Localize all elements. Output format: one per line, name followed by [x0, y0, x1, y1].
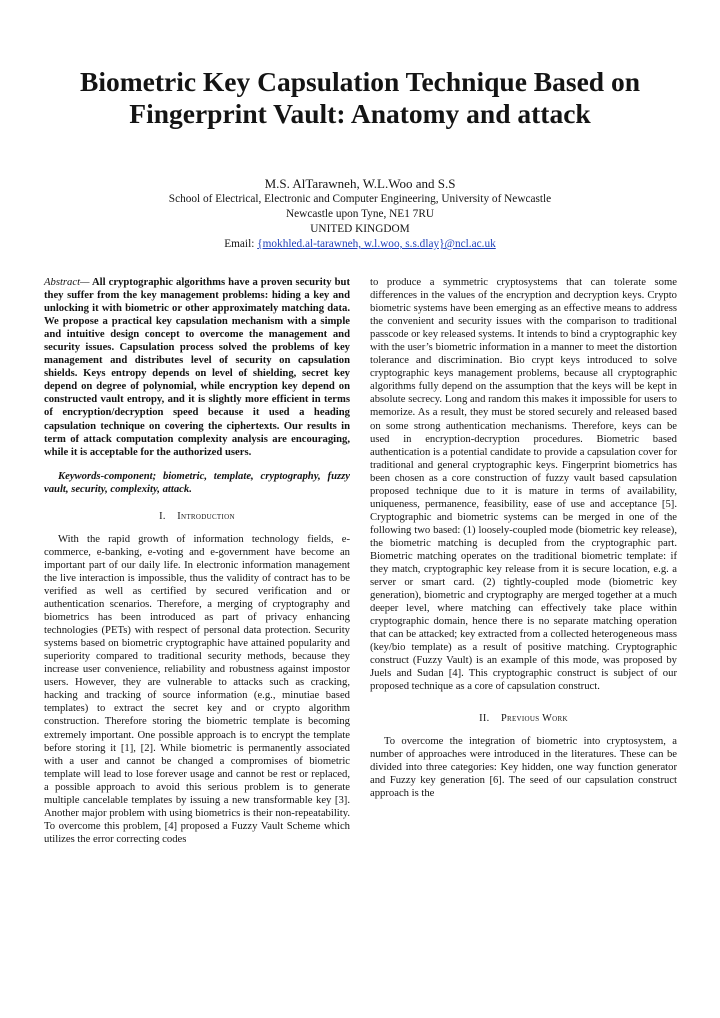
- author-list: M.S. AlTarawneh, W.L.Woo and S.S: [264, 176, 456, 191]
- introduction-continuation: to produce a symmetric cryptosystems that can tolerate some differences in the values of the encryption and decryption keys. Crypto biometric systems have been emerging as an effective means to address the convenient and security issues with the comparison to traditional passcode or key released systems. It intends to bind a cryptographic key with the user’s biometric information in a manner to meet the distortion tolerance and discrimination. Bio crypt keys introduced to solve cryptographic keys management problems, because all cryptographic algorithms fully depend on the assumption that the keys will be kept in absolute secrecy. Long and random this makes it impossible for users to memorize. As a result, they must be stored securely and released based on some strong authentication mechanisms. Therefore, keys can be used in encryption-decryption procedures. Biometric based authentication is a potential candidate to provide a capsulation cover for traditional and general cryptographic keys. Fingerprint biometrics has been chosen as a core construction of fuzzy vault based capsulation proposed technique due to it is mature in terms of availability, uniqueness, permanence, feasibility, ease of use and acceptance [5]. Cryptographic and biometric systems can be merged in one of the following two based: (1) loosely-coupled mode (biometric key release), the biometric matching is decupled from the cryptographic part. Biometric matching operates on the traditional biometric template: if they match, cryptographic key release from it is secure location, e.g. a server or smart card. (2) tightly-coupled mode (biometric key generation), biometric and cryptography are merged together at a much deeper level, where matching can effectively take place within cryptographic domain, hence there is no separate matching operation that can be attacked; key extracted from a collected heterogeneous mass (key/bio template) as a result of positive matching. Cryptographic construct (Fuzzy Vault) is an example of this mode, was proposed by Juels and Sudan [4]. This cryptographic construct is subject of our proposed technique as a core of capsulation construct.: [370, 277, 677, 693]
- right-column: [370, 276, 677, 800]
- affiliation-school: School of Electrical, Electronic and Computer Engineering, University of Newcastle: [168, 193, 552, 205]
- keywords-lead: Keywords-component;: [58, 470, 157, 482]
- email-label: Email:: [224, 238, 255, 250]
- section-heading-previous-work: [370, 712, 677, 725]
- left-column: [44, 276, 350, 846]
- section-number: I.: [159, 510, 166, 522]
- keywords-text: biometric, template, cryptography, fuzzy vault, security, complexity, attack.: [44, 470, 350, 495]
- introduction-paragraph: With the rapid growth of information technology fields, e-commerce, e-banking, e-voting and e-government have become an important part of our daily life. In electronic information management the live interaction is impossible, thus the validity of contract has to be verified as well as certified by secured verification and or authentication scenarios. Therefore, a merging of cryptography and biometrics has been introduced as part of privacy enhancing technologies (PETs) with respect of personal data protection. Security systems based on biometric cryptographic have attained popularity and superiority compared to traditional security methods, because they increase user convenience, reliability and robustness against impostor users. However, they are vulnerable to attacks such as cracking, hacking and tracking of source information (e.g., minutiae based templates) to extract the secret key and or crypto algorithm construction. Therefore storing the biometric template is becoming extremely important. One possible approach is to encrypt the template before storing it [1], [2]. While biometric is permanently associated with a user and cannot be changed a compromises of biometric template will lead to lose forever usage and cannot be rest or replaced, a possible approach to avoid this serious problem is to generate multiple cancelable templates by issuing a new transformable key [3]. Another major problem with using biometrics is their non-repeatability. To overcome this problem, [4] proposed a Fuzzy Vault Scheme which utilizes the error correcting codes: [44, 533, 350, 845]
- previous-work-paragraph: To overcome the integration of biometric into cryptosystem, a number of approaches were introduced in the literatures. These can be divided into three categories: Key hidden, one way function generator and Fuzzy key generation [6]. The seed of our capsulation construct approach is the: [370, 735, 677, 799]
- affiliation-country: UNITED KINGDOM: [310, 223, 410, 235]
- section-title: Introduction: [177, 510, 235, 522]
- section-number: II.: [479, 712, 490, 724]
- email-link[interactable]: {mokhled.al-tarawneh, w.l.woo, s.s.dlay}@ncl.ac.uk: [257, 238, 496, 250]
- abstract-lead: Abstract—: [44, 277, 90, 288]
- affiliation-block: [60, 192, 660, 252]
- section-title: Previous Work: [500, 712, 568, 724]
- email-line: [60, 237, 660, 252]
- paper-title: Biometric Key Capsulation Technique Based on Fingerprint Vault: Anatomy and attack: [79, 66, 640, 129]
- keywords: [44, 470, 350, 496]
- affiliation-city: Newcastle upon Tyne, NE1 7RU: [285, 208, 435, 220]
- abstract: [44, 276, 350, 459]
- section-heading-introduction: [44, 510, 350, 523]
- abstract-text: All cryptographic algorithms have a proven security but they suffer from the key management problems: hiding a key and unlocking it with biometric or other approximately matching data. We propose a practical key capsulation mechanism with a simple and intuitive design concept to overcome the management and security issues. Capsulation process solved the problems of key management and distributes level of security on capsulation shields. Keys entropy depends on level of shielding, secret key depend on degree of polynomial, while encryption key depend on constructed vault entropy, and it is slightly more efficient in terms of encryption/decryption speed because it used a heading capsulation technique on covering the ciphertexts. Our results in term of attack computation complexity analysis are encouraging, while it is acceptable for the authorized users.: [44, 277, 351, 458]
